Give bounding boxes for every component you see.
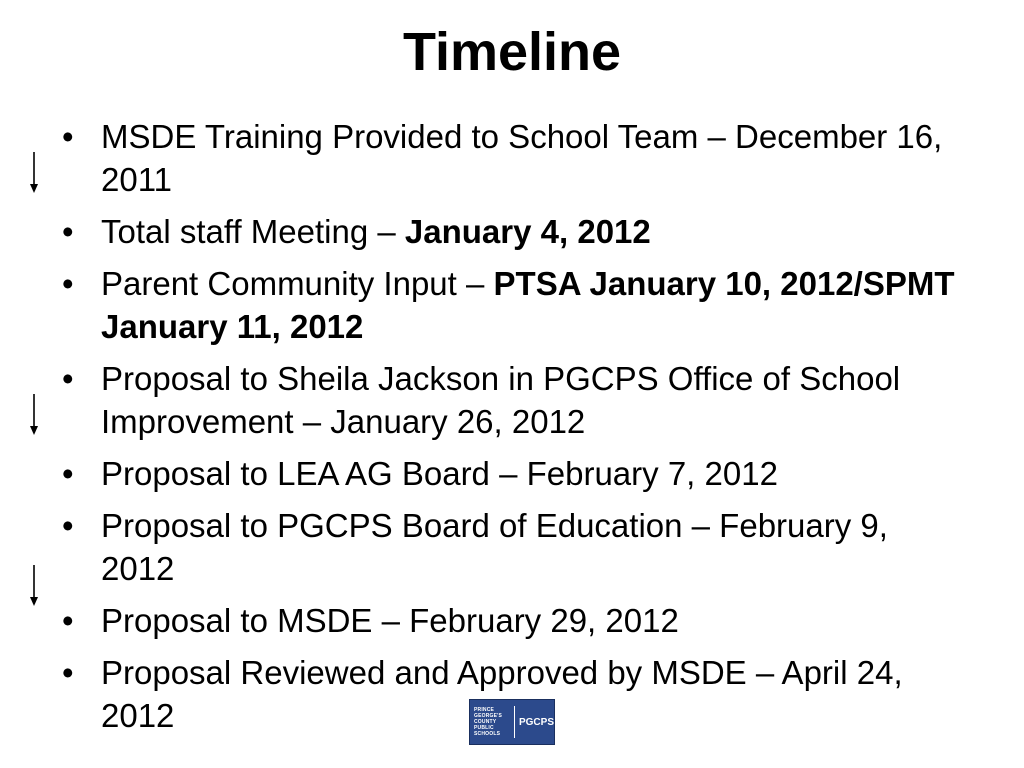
list-item bbox=[62, 599, 962, 642]
item-bold-text: January 4, 2012 bbox=[404, 213, 651, 250]
slide-title: Timeline bbox=[402, 22, 622, 82]
bullet-glyph: • bbox=[62, 360, 74, 397]
item-text: Proposal to MSDE – February 29, 2012 bbox=[101, 602, 679, 639]
list-item bbox=[62, 357, 962, 443]
item-text: Proposal to Sheila Jackson in PGCPS Office of School Improvement – January 26, 2012 bbox=[101, 360, 901, 440]
logo-right-text: PGCPS bbox=[518, 716, 554, 728]
item-text: MSDE Training Provided to School Team – December 16, 2011 bbox=[101, 118, 943, 198]
item-text: Parent Community Input – bbox=[101, 265, 494, 302]
list-item bbox=[62, 262, 962, 348]
bullet-glyph: • bbox=[62, 602, 74, 639]
bullet-glyph: • bbox=[62, 507, 74, 544]
bullet-glyph: • bbox=[62, 118, 74, 155]
item-text: Proposal Reviewed and Approved by MSDE – April 24, 2012 bbox=[101, 654, 903, 734]
bullet-glyph: • bbox=[62, 265, 74, 302]
bullet-glyph: • bbox=[62, 213, 74, 250]
item-bold-text: PTSA January 10, 2012/SPMT January 11, 2012 bbox=[101, 265, 955, 345]
down-arrow-icon bbox=[26, 563, 42, 607]
logo-divider bbox=[514, 706, 515, 738]
down-arrow-icon bbox=[26, 150, 42, 194]
list-item bbox=[62, 115, 962, 201]
pgcps-logo bbox=[469, 699, 555, 745]
list-item bbox=[62, 452, 962, 495]
item-text: Proposal to PGCPS Board of Education – February 9, 2012 bbox=[101, 507, 888, 587]
timeline-list bbox=[62, 115, 962, 746]
logo-left-text: PRINCE GEORGE'S COUNTY PUBLIC SCHOOLS bbox=[474, 707, 503, 737]
item-text: Proposal to LEA AG Board – February 7, 2012 bbox=[101, 455, 778, 492]
list-item bbox=[62, 504, 962, 590]
list-item bbox=[62, 210, 962, 253]
bullet-glyph: • bbox=[62, 654, 74, 691]
bullet-glyph: • bbox=[62, 455, 74, 492]
down-arrow-icon bbox=[26, 392, 42, 436]
item-text: Total staff Meeting – bbox=[101, 213, 405, 250]
